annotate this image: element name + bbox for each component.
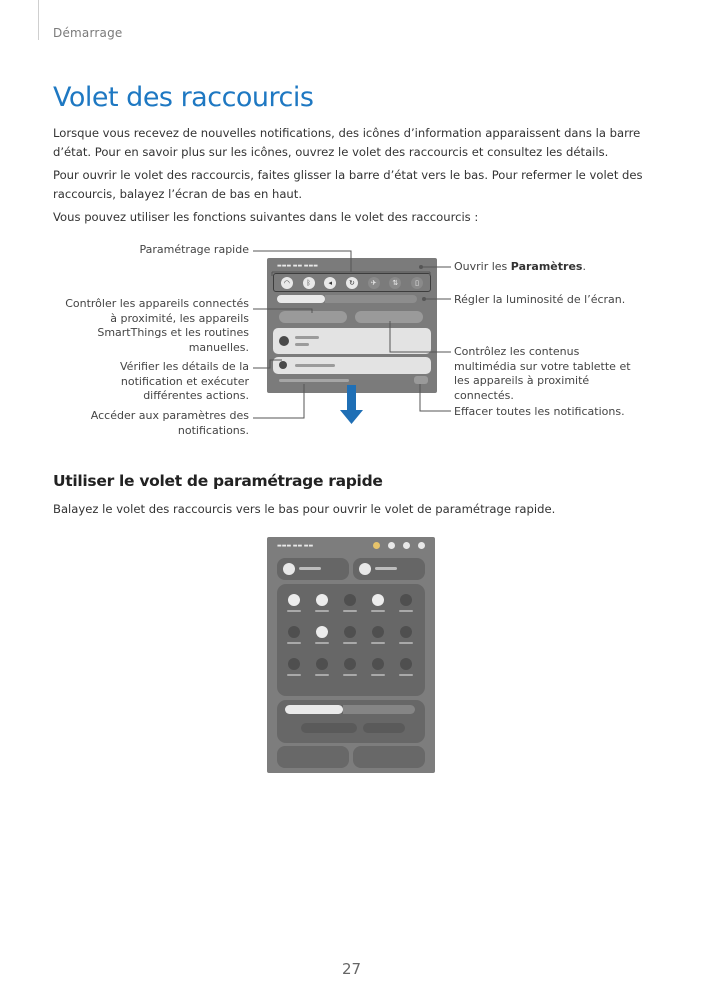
sound-icon: [288, 594, 300, 606]
wifi-tile: [277, 558, 349, 580]
page-title: Volet des raccourcis: [53, 82, 314, 113]
dex-icon: [288, 658, 300, 670]
tile-label: [287, 674, 301, 676]
flashlight-icon: [400, 594, 412, 606]
battery-icon: [288, 626, 300, 638]
callout-clear: Effacer toutes les notifications.: [454, 405, 625, 418]
tile-label: [371, 674, 385, 676]
tile-label: [399, 610, 413, 612]
device-control-button: [301, 723, 357, 733]
media-output-button: [363, 723, 405, 733]
callout-devices-line: Contrôler les appareils connectés: [65, 297, 249, 310]
paragraph-4: Balayez le volet des raccourcis vers le bas pour ouvrir le volet de paramétrage rapide.: [53, 502, 556, 516]
callout-notif-settings-line: notifications.: [177, 423, 249, 437]
capture-icon: [400, 658, 412, 670]
callout-notification-line: notification et exécuter: [120, 374, 249, 388]
screen-icon: [372, 658, 384, 670]
bluetooth-tile-label: [375, 567, 397, 570]
callout-brightness: Régler la luminosité de l’écran.: [454, 293, 626, 306]
flashlight-icon: ▯: [411, 277, 423, 289]
tile-label: [371, 610, 385, 612]
paragraph-2: Pour ouvrir le volet des raccourcis, faites glisser la barre d’état vers le bas. Pour refermer le volet des raccourcis, balayez l’écran de bas en haut.: [53, 168, 643, 201]
sound-icon: ◂: [324, 277, 336, 289]
tile-label: [343, 642, 357, 644]
top-icons: [373, 542, 425, 549]
tile-label: [315, 674, 329, 676]
wifi-tile-label: [299, 567, 321, 570]
bluetooth-icon: [359, 563, 371, 575]
data-icon: ⇅: [389, 277, 401, 289]
edit-icon: [388, 542, 395, 549]
autorotate-icon: [316, 594, 328, 606]
paragraph-1: Lorsque vous recevez de nouvelles notifications, des icônes d’information apparaissent dans la barre d’état. Pour en savoir plus sur les icônes, ouvrez le volet des raccourcis et consultez les détails.: [53, 126, 641, 159]
status-bar: ▬▬▬ ▬▬ ▬▬▬: [277, 263, 318, 269]
data-icon: [372, 594, 384, 606]
tile-label: [315, 642, 329, 644]
tile-label: [399, 674, 413, 676]
callout-settings-suffix: .: [582, 260, 586, 273]
callout-notif-settings-line: Accéder aux paramètres des: [90, 409, 249, 422]
tile-label: [343, 674, 357, 676]
callout-media-line: connectés.: [454, 388, 514, 402]
tile-label: [371, 642, 385, 644]
section-subtitle: Utiliser le volet de paramétrage rapide: [53, 472, 383, 490]
tile-label: [315, 610, 329, 612]
share-icon: [372, 626, 384, 638]
callout-settings-bold: Paramètres: [510, 260, 583, 273]
power-off-icon: [403, 542, 410, 549]
callout-notification-line: Vérifier les détails de la: [120, 360, 249, 373]
paragraph-3: Vous pouvez utiliser les fonctions suivantes dans le volet des raccourcis :: [53, 210, 479, 224]
bluetooth-tile: [353, 558, 425, 580]
call-icon: [344, 658, 356, 670]
callout-media-line: les appareils à proximité: [454, 374, 590, 387]
brightness-track: [343, 705, 415, 714]
smartthings-tile: [277, 746, 349, 768]
airplane-icon: [344, 594, 356, 606]
page-number: 27: [341, 960, 362, 978]
callout-notification-line: différentes actions.: [143, 389, 249, 402]
callout-media-line: Contrôlez les contenus: [454, 345, 580, 358]
hotspot-icon: [344, 626, 356, 638]
callout-devices-line: manuelles.: [188, 340, 249, 354]
device-tile: [353, 746, 425, 768]
tile-label: [287, 610, 301, 612]
swipe-down-arrow: [340, 385, 363, 424]
dark-mode-icon: [316, 658, 328, 670]
callout-devices-line: à proximité, les appareils: [110, 311, 249, 325]
location-icon: [316, 626, 328, 638]
wifi-icon: ◠: [281, 277, 293, 289]
status-bar: ▬▬▬ ▬▬ ▬▬: [277, 543, 314, 549]
wifi-icon: [283, 563, 295, 575]
tile-label: [287, 642, 301, 644]
callout-media-line: multimédia sur votre tablette et: [454, 359, 631, 373]
quick-settings-panel-screenshot: [267, 537, 435, 773]
section-label: Démarrage: [53, 26, 123, 40]
tile-label: [343, 610, 357, 612]
bluetooth-icon: ᛒ: [303, 277, 315, 289]
settings-icon: [418, 542, 425, 549]
callout-settings-prefix: Ouvrir les: [454, 260, 511, 273]
autorotate-icon: ↻: [346, 277, 358, 289]
quick-settings-grid: [277, 584, 425, 696]
focus-icon: [400, 626, 412, 638]
power-icon: [373, 542, 380, 549]
airplane-icon: ✈: [368, 277, 380, 289]
tile-label: [399, 642, 413, 644]
callout-devices-line: SmartThings et les routines: [97, 326, 249, 339]
brightness-slider: [285, 705, 343, 714]
callout-quick-settings: Paramétrage rapide: [139, 243, 249, 256]
